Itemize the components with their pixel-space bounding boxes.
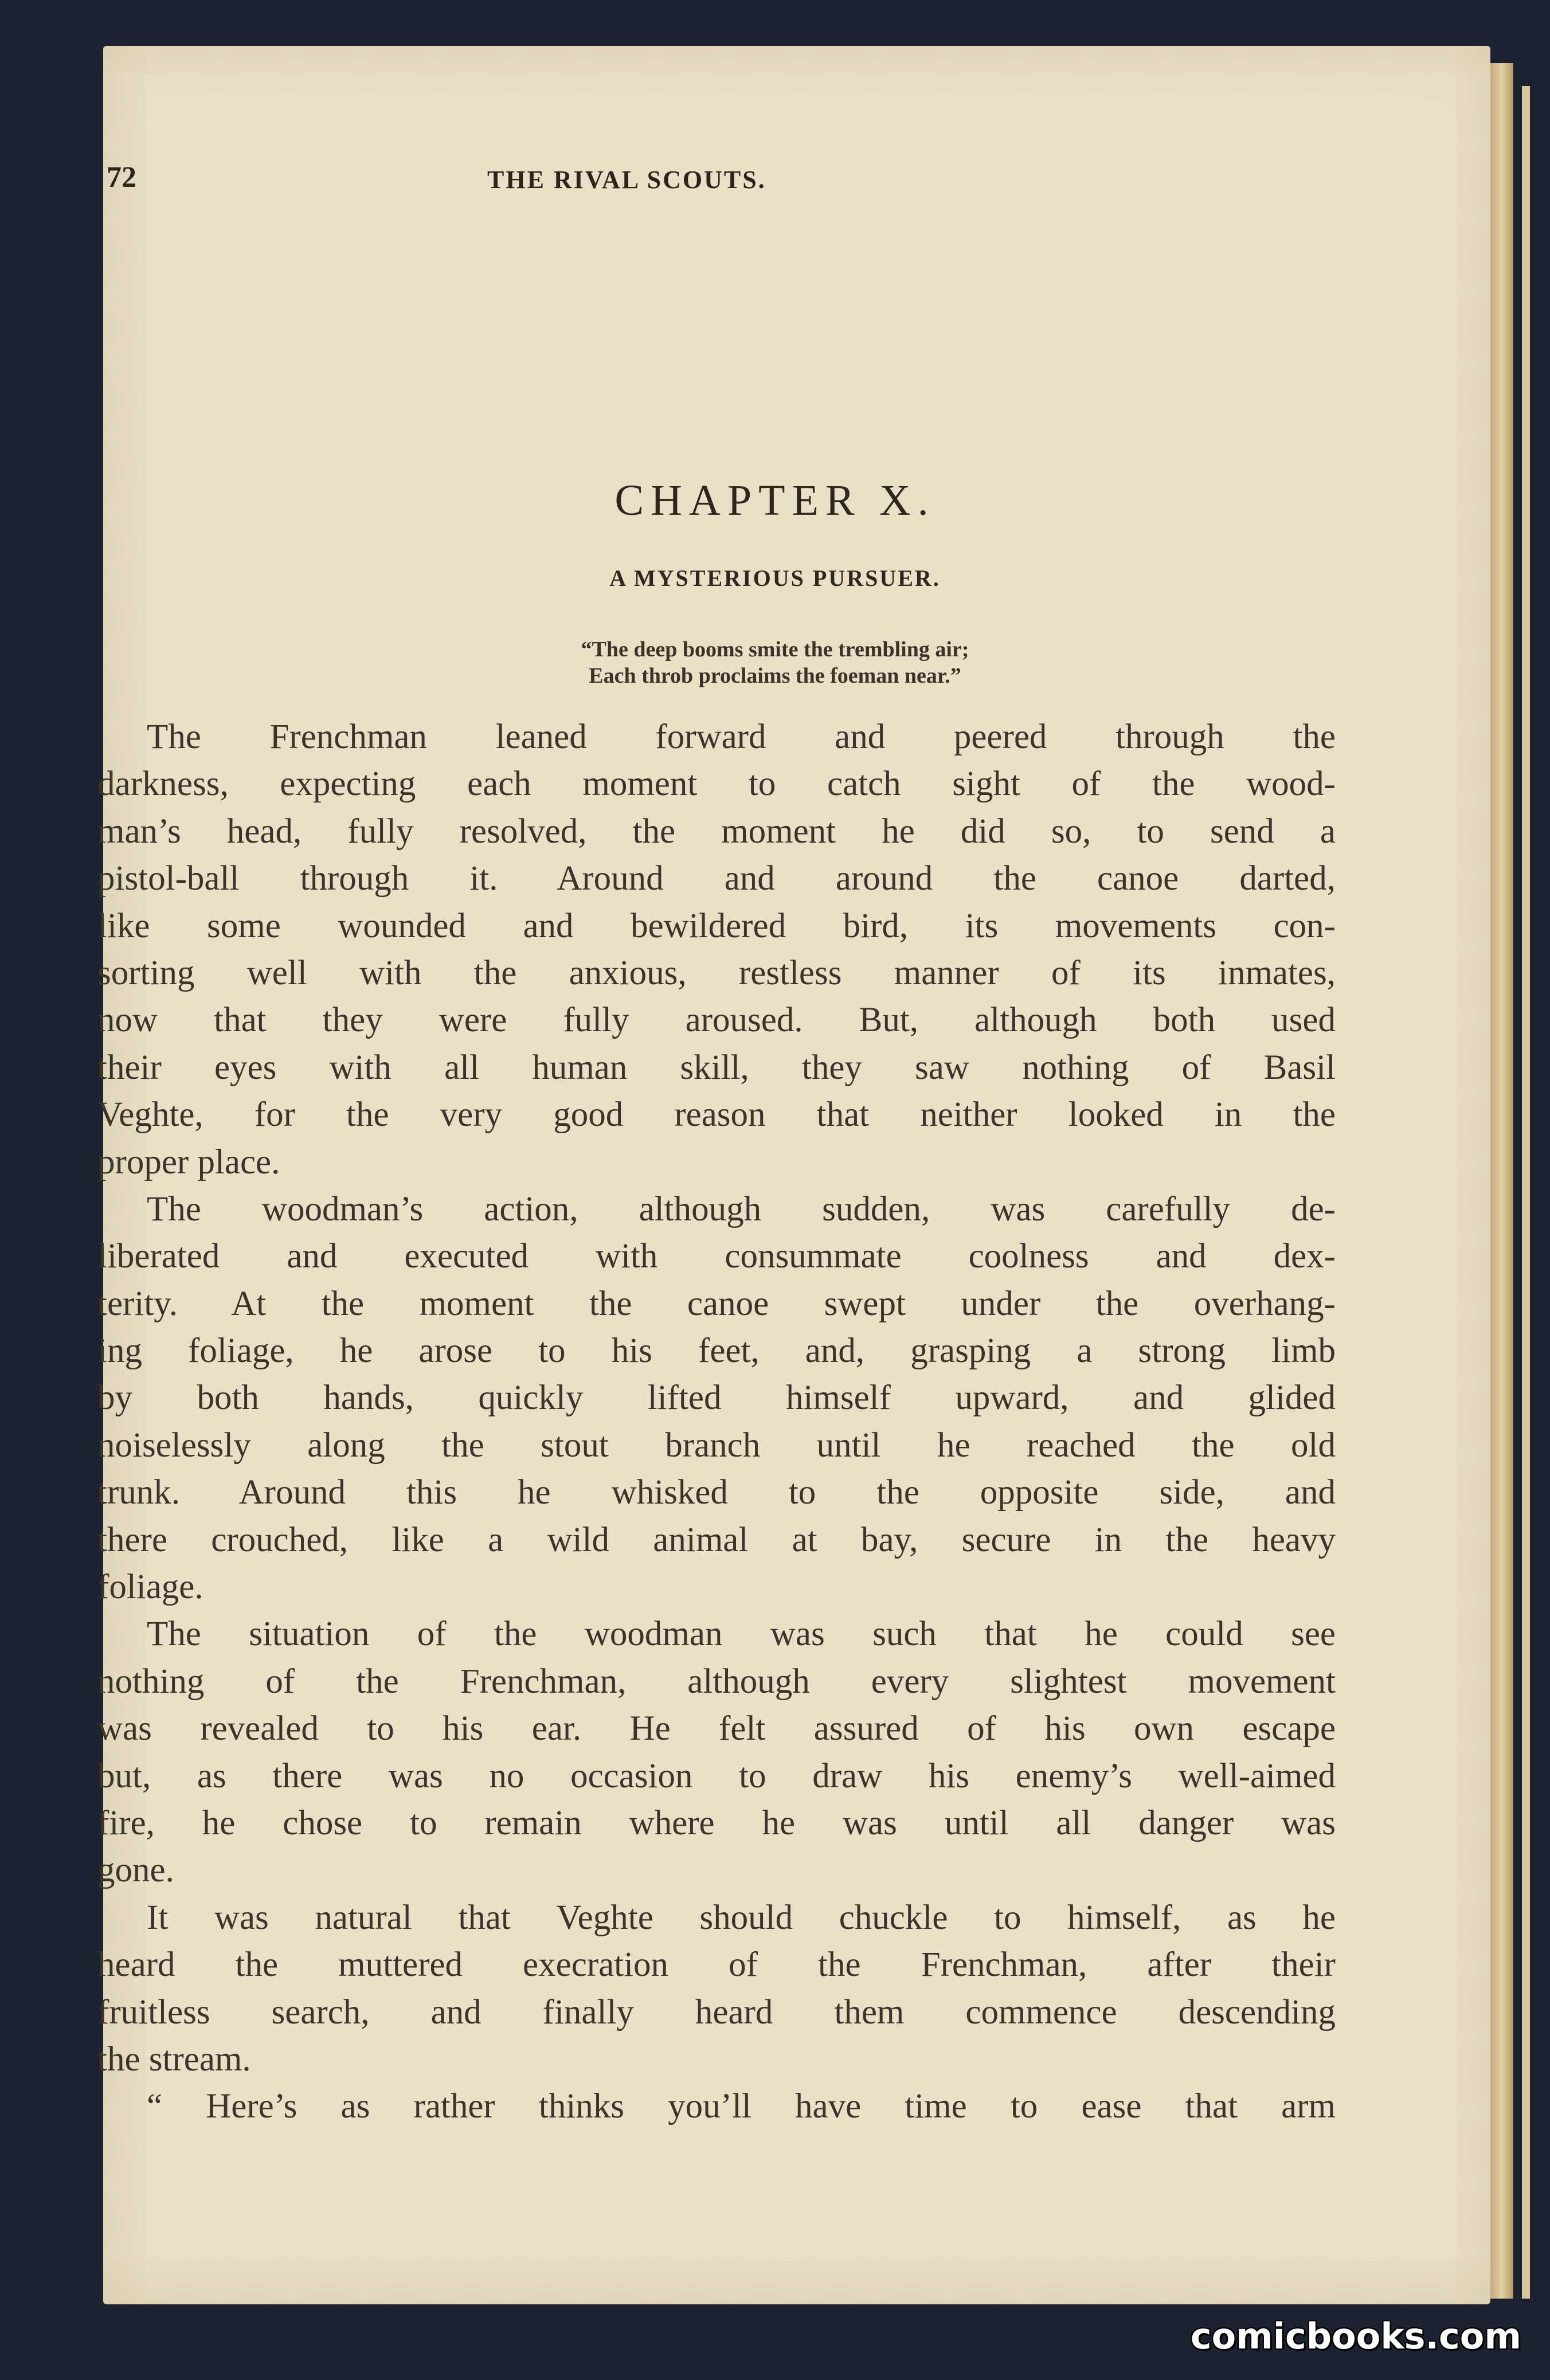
text-line: heard the muttered execration of the Frenchman, after their <box>97 1946 1336 1984</box>
epigraph-line: “The deep booms smite the trembling air; <box>581 637 969 661</box>
page-number: 72 <box>107 161 136 194</box>
text-line: nothing of the Frenchman, although every slightest movement <box>97 1662 1336 1701</box>
text-line: liberated and executed with consummate coolness and dex- <box>97 1237 1336 1276</box>
text-line: fruitless search, and finally heard them commence descending <box>97 1993 1336 2031</box>
text-line: but, as there was no occasion to draw his enemy’s well-aimed <box>97 1756 1336 1795</box>
text-line: noiselessly along the stout branch until he reached the old <box>97 1426 1336 1465</box>
chapter-subtitle: A MYSTERIOUS PURSUER. <box>609 565 941 591</box>
text-line: proper place. <box>97 1142 280 1181</box>
chapter-title: CHAPTER X. <box>614 476 936 524</box>
text-line: there crouched, like a wild animal at bay, secure in the heavy <box>97 1520 1336 1559</box>
text-line: darkness, expecting each moment to catch sight of the wood- <box>97 765 1336 804</box>
text-line: by both hands, quickly lifted himself upward, and glided <box>97 1379 1336 1418</box>
text-line: gone. <box>97 1851 174 1890</box>
text-line: Veghte, for the very good reason that neither looked in the <box>97 1095 1336 1134</box>
text-line: trunk. Around this he whisked to the opposite side, and <box>97 1473 1336 1512</box>
text-line: “ Here’s as rather thinks you’ll have time to ease that arm <box>147 2087 1336 2126</box>
text-line: like some wounded and bewildered bird, its movements con- <box>97 906 1336 945</box>
text-line: The Frenchman leaned forward and peered through the <box>147 718 1336 756</box>
text-line: sorting well with the anxious, restless manner of its inmates, <box>97 953 1336 992</box>
text-line: was revealed to his ear. He felt assured of his own escape <box>97 1709 1336 1748</box>
running-title: THE RIVAL SCOUTS. <box>487 166 766 194</box>
text-line: fire, he chose to remain where he was until all danger was <box>97 1803 1336 1842</box>
text-line: foliage. <box>97 1568 203 1607</box>
epigraph <box>0 636 1550 689</box>
text-line: terity. At the moment the canoe swept under the overhang- <box>97 1284 1336 1323</box>
text-line: the stream. <box>97 2040 251 2078</box>
text-line: It was natural that Veghte should chuckle to himself, as he <box>147 1898 1336 1937</box>
text-line: man’s head, fully resolved, the moment he did so, to send a <box>97 812 1336 851</box>
text-line: pistol-ball through it. Around and around the canoe darted, <box>97 859 1336 898</box>
text-line: ing foliage, he arose to his feet, and, grasping a strong limb <box>97 1332 1336 1371</box>
body-text <box>97 714 1336 2131</box>
watermark: comicbooks.com <box>1190 2315 1521 2357</box>
page-edge <box>1490 63 1513 2299</box>
epigraph-line: Each throb proclaims the foeman near.” <box>589 664 961 688</box>
text-line: The woodman’s action, although sudden, was carefully de- <box>147 1189 1336 1228</box>
running-head <box>0 161 1550 201</box>
page-edge-inner <box>1522 86 1530 2299</box>
text-line: The situation of the woodman was such that he could see <box>147 1615 1336 1654</box>
text-line: their eyes with all human skill, they saw nothing of Basil <box>97 1048 1336 1087</box>
text-line: now that they were fully aroused. But, although both used <box>97 1001 1336 1040</box>
